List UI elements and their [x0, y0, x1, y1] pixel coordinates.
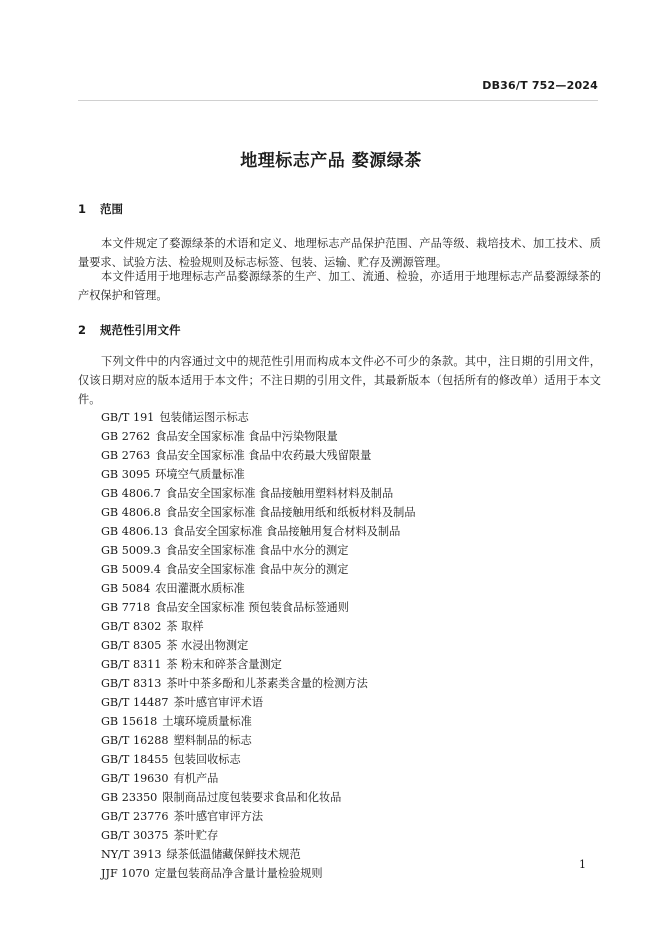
reference-item: [101, 731, 416, 750]
reference-code: GB 4806.7: [101, 487, 161, 500]
reference-code: GB 15618: [101, 715, 158, 728]
reference-title: 食品安全国家标准 预包装食品标签通则: [155, 601, 349, 614]
reference-item: [101, 750, 416, 769]
reference-title: 食品安全国家标准 食品接触用复合材料及制品: [172, 525, 401, 538]
reference-title: 限制商品过度包装要求食品和化妆品: [162, 791, 342, 804]
applicability-paragraph: 本文件适用于地理标志产品婺源绿茶的生产、加工、流通、检验，亦适用于地理标志产品婺源绿茶的产权保护和管理。: [78, 270, 601, 302]
reference-title: 包装储运图示标志: [159, 411, 249, 424]
reference-code: JJF 1070: [101, 867, 150, 880]
reference-code: GB 2762: [101, 430, 151, 443]
reference-title: 食品安全国家标准 食品中污染物限量: [155, 430, 338, 443]
reference-item: [101, 503, 416, 522]
reference-item: [101, 826, 416, 845]
reference-title: 土壤环境质量标准: [162, 715, 252, 728]
reference-item: [101, 636, 416, 655]
references-intro-paragraph: 下列文件中的内容通过文中的规范性引用而构成本文件必不可少的条款。其中，注日期的引用文件，仅该日期对应的版本适用于本文件；不注日期的引用文件，其最新版本（包括所有的修改单）适用于本文件。: [78, 355, 601, 406]
reference-title: 食品安全国家标准 食品中水分的测定: [165, 544, 349, 557]
reference-title: 茶 水浸出物测定: [166, 639, 249, 652]
reference-title: 茶 取样: [166, 620, 204, 633]
reference-title: 食品安全国家标准 食品接触用纸和纸板材料及制品: [165, 506, 416, 519]
reference-item: [101, 807, 416, 826]
reference-item: [101, 655, 416, 674]
reference-title: 包装回收标志: [173, 753, 241, 766]
section-heading-normative-references: [78, 322, 181, 338]
section-title: 规范性引用文件: [100, 323, 181, 337]
reference-code: GB 3095: [101, 468, 151, 481]
reference-code: GB/T 30375: [101, 829, 169, 842]
reference-title: 绿茶低温储藏保鲜技术规范: [166, 848, 301, 861]
reference-item: [101, 408, 416, 427]
reference-code: GB/T 18455: [101, 753, 169, 766]
reference-item: [101, 693, 416, 712]
reference-code: GB/T 8313: [101, 677, 162, 690]
scope-paragraph: 本文件规定了婺源绿茶的术语和定义、地理标志产品保护范围、产品等级、栽培技术、加工技术、质量要求、试验方法、检验规则及标志标签、包装、运输、贮存及溯源管理。: [78, 237, 601, 269]
reference-item: [101, 484, 416, 503]
reference-code: GB 5009.3: [101, 544, 161, 557]
reference-item: [101, 788, 416, 807]
reference-code: GB/T 14487: [101, 696, 169, 709]
reference-title: 茶叶贮存: [173, 829, 219, 842]
page-number: 1: [579, 858, 586, 871]
reference-title: 茶叶中茶多酚和儿茶素类含量的检测方法: [166, 677, 368, 690]
reference-item: [101, 579, 416, 598]
reference-item: [101, 845, 416, 864]
reference-code: GB 4806.8: [101, 506, 161, 519]
reference-item: [101, 541, 416, 560]
header-rule: [78, 100, 598, 101]
reference-item: [101, 465, 416, 484]
reference-code: GB 23350: [101, 791, 158, 804]
reference-code: GB/T 8305: [101, 639, 162, 652]
section-title: 范围: [100, 202, 124, 216]
reference-code: GB/T 19630: [101, 772, 169, 785]
reference-list: [101, 408, 416, 883]
reference-code: GB 5009.4: [101, 563, 161, 576]
reference-title: 食品安全国家标准 食品中灰分的测定: [165, 563, 349, 576]
reference-title: 环境空气质量标准: [155, 468, 245, 481]
reference-code: GB/T 16288: [101, 734, 169, 747]
reference-item: [101, 674, 416, 693]
reference-item: [101, 712, 416, 731]
section-number: 2: [78, 323, 87, 337]
reference-code: GB/T 8311: [101, 658, 162, 671]
section-heading-scope: [78, 201, 123, 217]
reference-title: 茶叶感官审评方法: [173, 810, 264, 823]
reference-item: [101, 560, 416, 579]
reference-title: 塑料制品的标志: [173, 734, 252, 747]
reference-code: GB 5084: [101, 582, 151, 595]
reference-item: [101, 427, 416, 446]
reference-item: [101, 522, 416, 541]
reference-item: [101, 617, 416, 636]
reference-code: GB 2763: [101, 449, 151, 462]
reference-item: [101, 769, 416, 788]
reference-code: GB/T 8302: [101, 620, 162, 633]
reference-code: NY/T 3913: [101, 848, 162, 861]
reference-title: 食品安全国家标准 食品中农药最大残留限量: [155, 449, 372, 462]
reference-item: [101, 864, 416, 883]
reference-code: GB/T 191: [101, 411, 155, 424]
reference-code: GB/T 23776: [101, 810, 169, 823]
reference-title: 茶 粉末和碎茶含量测定: [166, 658, 282, 671]
reference-title: 有机产品: [173, 772, 219, 785]
reference-title: 农田灌溉水质标准: [155, 582, 245, 595]
reference-title: 食品安全国家标准 食品接触用塑料材料及制品: [165, 487, 394, 500]
reference-code: GB 7718: [101, 601, 151, 614]
section-number: 1: [78, 202, 87, 216]
reference-code: GB 4806.13: [101, 525, 168, 538]
reference-item: [101, 598, 416, 617]
reference-item: [101, 446, 416, 465]
standard-code: DB36/T 752—2024: [482, 79, 598, 92]
reference-title: 定量包装商品净含量计量检验规则: [154, 867, 323, 880]
reference-title: 茶叶感官审评术语: [173, 696, 264, 709]
document-title: 地理标志产品 婺源绿茶: [240, 151, 422, 171]
